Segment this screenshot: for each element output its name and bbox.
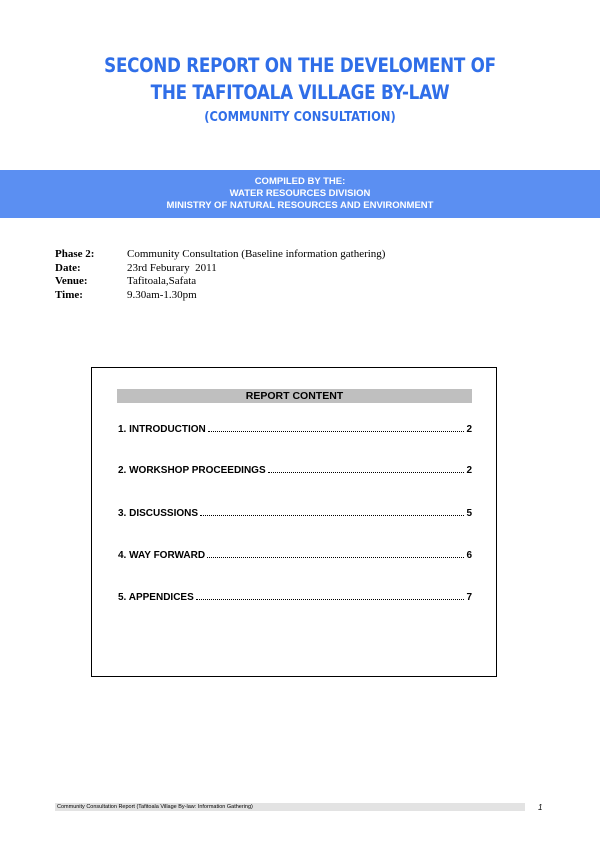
toc-entry-page: 2	[466, 424, 472, 435]
toc-entry-page: 6	[466, 550, 472, 561]
meta-row-date	[55, 262, 385, 276]
toc-dot-leader	[268, 464, 465, 473]
compiled-by-banner	[0, 170, 600, 218]
toc-entry-label: 2. WORKSHOP PROCEEDINGS	[118, 465, 266, 476]
meta-label-venue: Venue:	[55, 275, 88, 287]
toc-dot-leader	[200, 507, 464, 516]
banner-line-division: WATER RESOURCES DIVISION	[229, 188, 371, 199]
toc-entry-label: 5. APPENDICES	[118, 592, 194, 603]
toc-entry-label: 3. DISCUSSIONS	[118, 508, 199, 519]
banner-line-ministry: MINISTRY OF NATURAL RESOURCES AND ENVIRONMENT	[166, 200, 434, 211]
toc-entry-page: 5	[466, 508, 472, 519]
report-contents-heading: REPORT CONTENT	[117, 389, 472, 403]
meta-value-time: 9.30am-1.30pm	[127, 288, 197, 301]
meta-value-date: 23rd Feburary 2011	[127, 261, 217, 274]
report-subtitle: (COMMUNITY CONSULTATION)	[204, 110, 396, 125]
toc-entry-workshop-proceedings[interactable]	[118, 464, 472, 477]
meta-value-phase: Community Consultation (Baseline information gathering)	[127, 248, 386, 260]
meta-value-venue: Tafitoala,Safata	[127, 275, 197, 287]
report-title-line-1: SECOND REPORT ON THE DEVELOMENT OF	[104, 54, 496, 77]
report-contents-box	[91, 367, 497, 677]
page-footer: Community Consultation Report (Tafitoala Village By-law: Information Gathering)	[55, 803, 525, 811]
toc-entry-appendices[interactable]	[118, 591, 472, 604]
report-title-line-2: THE TAFITOALA VILLAGE BY-LAW	[150, 81, 450, 104]
toc-entry-discussions[interactable]	[118, 507, 472, 520]
meta-row-phase	[55, 248, 385, 262]
meta-label-date: Date:	[55, 261, 81, 274]
toc-entry-introduction[interactable]	[118, 423, 472, 436]
toc-dot-leader	[207, 549, 464, 558]
toc-dot-leader	[208, 423, 465, 432]
meta-label-phase: Phase 2:	[55, 248, 95, 260]
report-title-block	[0, 52, 600, 130]
footer-page-number: 1	[538, 803, 543, 812]
meta-row-time	[55, 289, 385, 303]
toc-entry-page: 7	[466, 592, 472, 603]
toc-entry-way-forward[interactable]	[118, 549, 472, 562]
meta-row-venue	[55, 275, 385, 289]
toc-entry-label: 1. INTRODUCTION	[118, 424, 206, 435]
meta-label-time: Time:	[55, 288, 83, 301]
banner-line-compiled-by: COMPILED BY THE:	[254, 176, 346, 187]
toc-entry-label: 4. WAY FORWARD	[118, 550, 206, 561]
toc-entry-page: 2	[466, 465, 472, 476]
toc-dot-leader	[196, 591, 465, 600]
meeting-details	[55, 248, 385, 302]
